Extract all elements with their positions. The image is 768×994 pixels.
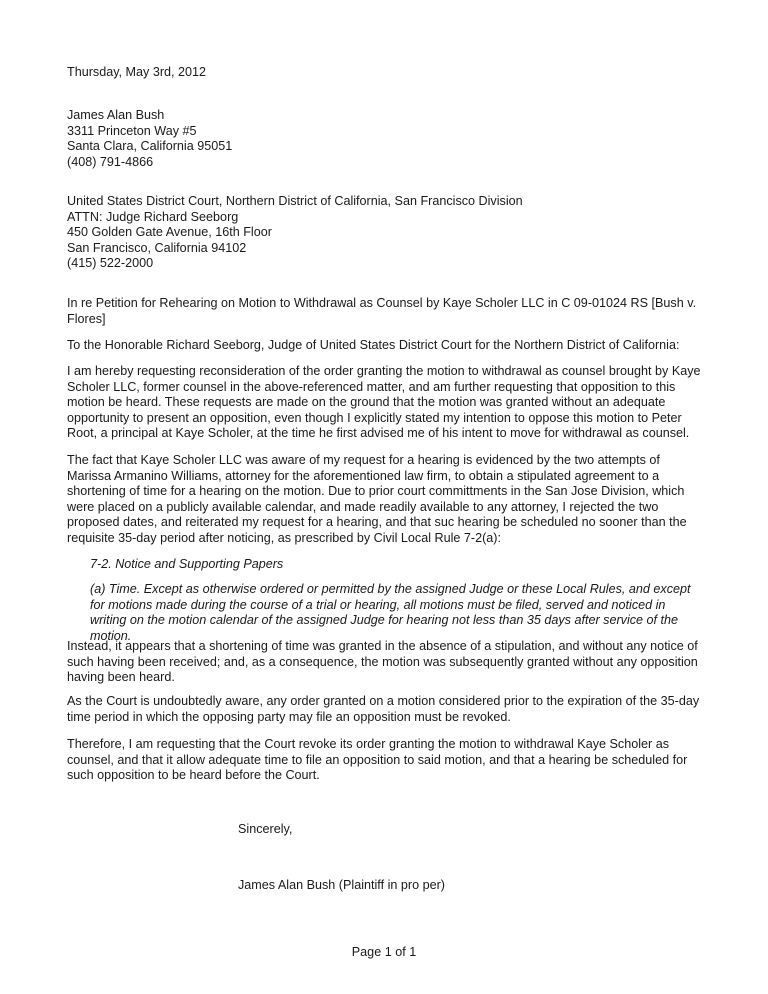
signature: James Alan Bush (Plaintiff in pro per) — [238, 878, 445, 892]
recipient-city: San Francisco, California 94102 — [67, 240, 247, 255]
sender-street: 3311 Princeton Way #5 — [67, 123, 197, 138]
paragraph-1: I am hereby requesting reconsideration of the order granting the motion to withdrawal as counsel brought by Kaye Scholer LLC, former counsel in the above-referenced matter, and am further requesting that opposition to this motion be heard. These requests are made on the ground that the motion was granted without an adequate opportunity to present an opposition, even though I explicitly stated my intention to oppose this motion to Peter Root, a principal at Kaye Scholer, at the time he first advised me of his intent to move for withdrawal as counsel. — [67, 364, 701, 441]
paragraph-5: Therefore, I am requesting that the Court revoke its order granting the motion to withdrawal Kaye Scholer as counsel, and that it allow adequate time to file an opposition to said motion, and that a hearing be scheduled for such opposition to be heard before the Court. — [67, 737, 688, 783]
subject-line: In re Petition for Rehearing on Motion to Withdrawal as Counsel by Kaye Scholer LLC in C 09-01024 RS [Bush v. Flores] — [67, 296, 697, 326]
recipient-phone: (415) 522-2000 — [67, 256, 154, 271]
recipient-address — [67, 194, 707, 272]
salutation: To the Honorable Richard Seeborg, Judge of United States District Court for the Northern District of California: — [67, 338, 680, 352]
paragraph-4: As the Court is undoubtedly aware, any order granted on a motion considered prior to the expiration of the 35-day time period in which the opposing party may file an opposition must be revoked. — [67, 694, 700, 724]
closing: Sincerely, — [238, 822, 293, 836]
recipient-attn: ATTN: Judge Richard Seeborg — [67, 209, 239, 224]
sender-address — [67, 108, 707, 170]
letter-date: Thursday, May 3rd, 2012 — [67, 65, 207, 79]
recipient-court: United States District Court, Northern District of California, San Francisco Division — [67, 194, 523, 208]
sender-phone: (408) 791-4866 — [67, 154, 154, 169]
sender-name: James Alan Bush — [67, 108, 165, 122]
sender-city: Santa Clara, California 95051 — [67, 139, 233, 154]
page-number: Page 1 of 1 — [351, 944, 417, 959]
paragraph-3: Instead, it appears that a shortening of time was granted in the absence of a stipulation, and without any notice of such having been received; and, as a consequence, the motion was subsequently granted without any opposition having been heard. — [67, 639, 698, 685]
paragraph-2: The fact that Kaye Scholer LLC was aware of my request for a hearing is evidenced by the two attempts of Marissa Armanino Williams, attorney for the aforementioned law firm, to obtain a stipulated agreement to a shortening of time for a hearing on the motion. Due to prior court committments in the San Jose Division, which were placed on a publicly available calendar, and made readily available to any attorney, I rejected the two proposed dates, and reiterated my request for a hearing, and that suc hearing be scheduled no sooner than the requisite 35-day period after noticing, as prescribed by Civil Local Rule 7-2(a): — [67, 453, 687, 545]
rule-heading: 7-2. Notice and Supporting Papers — [90, 557, 284, 571]
recipient-street: 450 Golden Gate Avenue, 16th Floor — [67, 225, 272, 240]
rule-quote: (a) Time. Except as otherwise ordered or permitted by the assigned Judge or these Local Rules, and except for motions made during the course of a trial or hearing, all motions must be filed, served and noticed in writing on the motion calendar of the assigned Judge for hearing not less than 35 days after service of the motion. — [90, 582, 691, 643]
